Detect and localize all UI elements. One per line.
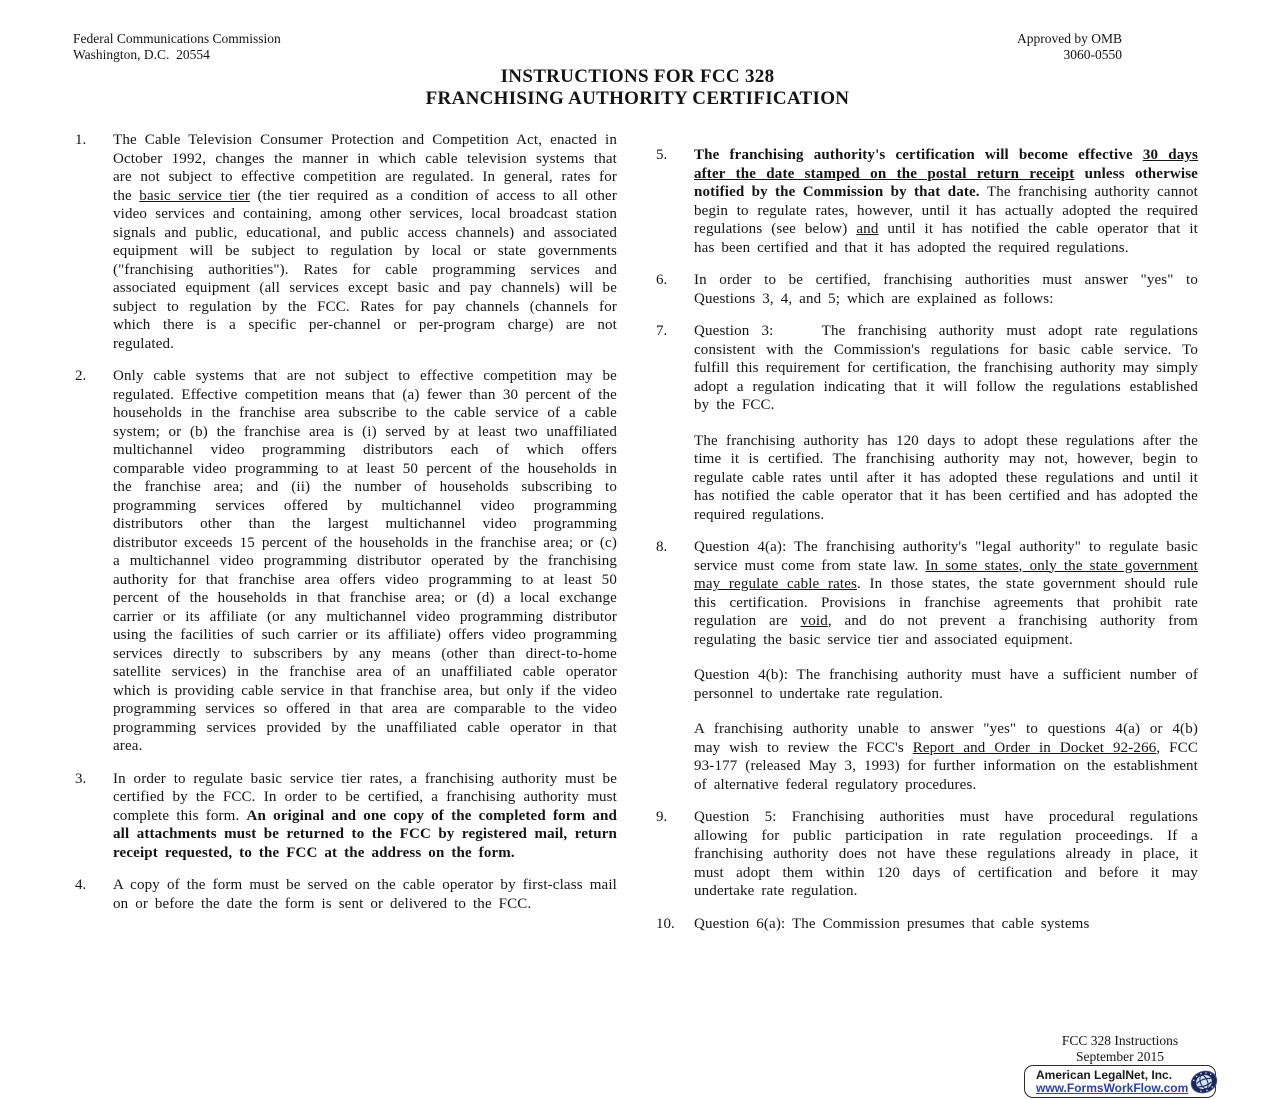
text-segment: , and do not prevent a franchising authority from regulating the basic service tier and associated equipment. <box>694 613 1198 648</box>
item-number: 4. <box>75 877 87 893</box>
item-number: 6. <box>656 272 668 288</box>
document-title-block <box>0 66 1275 110</box>
instructions-left-column <box>75 131 617 947</box>
text-segment: In order to be certified, franchising authorities must answer "yes" to Questions 3, 4, and 5; which are explained as follows: <box>694 272 1198 307</box>
text-segment: Only cable systems that are not subject to effective competition may be regulated. Effective competition means that (a) fewer than 30 percent of the households in the franchise area subscribe to the cable service of a cable system; or (b) the franchise area is (i) served by at least two unaffiliated multichannel video programming distributors each of which offers comparable video programming to at least 50 percent of the households in the franchise area; and (ii) the number of households subscribing to programming services offered by multichannel video programming distributors other than the largest multichannel video programming distributor exceeds 15 percent of the households in the franchise area; or (c) a multichannel video programming distributor operated by the franchising authority for that franchise area offers video programming to at least 50 percent of the households in that franchise area; or (d) a local exchange carrier or its affiliate (or any multichannel video programming distributor using the facilities of such carrier or its affiliate) offers video programming services directly to subscribers by any means (other than direct-to-home satellite services) in the franchise area of an unaffiliated cable operator which is providing cable service in that franchise area, but only if the video programming services so offered in that area are comparable to the video programming services provided by the unaffiliated cable operator in that area. <box>113 368 617 754</box>
text-segment: . In those states, the state government should rule this certification. Provisions in franchise agreements that prohibit rate regulation are <box>694 576 1199 629</box>
instruction-item-10 <box>656 915 1198 934</box>
instruction-item-3 <box>75 770 617 863</box>
item-number: 8. <box>656 539 668 555</box>
instruction-item-2 <box>75 367 617 756</box>
item-number: 10. <box>656 915 675 932</box>
item-number: 2. <box>75 368 87 384</box>
text-segment: The franchising authority's certification will become effective <box>694 147 1143 163</box>
footer-doc-date: September 2015 <box>1075 1049 1165 1064</box>
item-paragraph <box>113 770 617 863</box>
instruction-item-8 <box>656 538 1198 794</box>
text-segment: (the tier required as a condition of access to all other video services and containing, among other services, local broadcast station signals and public, educational, and public access channels) and associated equipment will be subject to regulation by local or state governments ("franchising authorities"). Rates for cable programming services and associated equipment (all services except basic and pay channels) will be subject to regulation by the FCC. Rates for pay channels (channels for which there is a specific per-channel or per-program charge) are not regulated. <box>113 187 617 352</box>
item-paragraph <box>694 666 1198 703</box>
text-segment: In some states, only the state government may regulate cable rates <box>694 557 1199 592</box>
footer-doc-label: FCC 328 Instructions <box>1061 1033 1179 1048</box>
item-number: 3. <box>75 770 87 787</box>
text-segment: In order to regulate basic service tier rates, a franchising authority must be certified by the FCC. In order to be certified, a franchising authority must complete this form. <box>113 770 617 824</box>
item-paragraph <box>694 808 1198 901</box>
text-segment: , FCC 93-177 (released May 3, 1993) for further information on the establishment of alternative federal regulatory procedures. <box>694 739 1198 793</box>
text-segment: The franchising authority cannot begin to regulate rates, however, until it has actually adopted the required regulations (see below) <box>694 184 1198 237</box>
item-body <box>694 146 1198 257</box>
item-paragraph <box>694 538 1198 649</box>
item-paragraph <box>113 876 617 913</box>
globe-logo-icon <box>1190 1068 1218 1096</box>
instruction-item-6 <box>656 271 1198 308</box>
text-segment: Question 6(a): The Commission presumes that cable systems <box>694 915 1090 932</box>
text-segment: The Cable Television Consumer Protection and Competition Act, enacted in October 1992, changes the manner in which cable television systems that are not subject to effective competition are regulated. In general, rates for the <box>113 132 617 204</box>
text-segment: Question 3: The franchising authority must adopt rate regulations consistent with the Commission's regulations for basic cable service. To fulfill this requirement for certification, the franchising authority may simply adopt a regulation indicating that it will follow the regulations established by the FCC. <box>694 323 1198 413</box>
item-number: 5. <box>656 147 668 163</box>
text-segment: unless otherwise notified by the Commission by that date. <box>694 165 1198 200</box>
item-body <box>694 271 1198 308</box>
text-segment: Question 5: Franchising authorities must have procedural regulations allowing for public participation in rate regulation proceedings. If a franchising authority does not have these regulations already in place, it must adopt them within 120 days of certification and before it may undertake rate regulation. <box>694 809 1198 899</box>
item-paragraph <box>694 271 1198 308</box>
legalnet-company: American LegalNet, Inc. <box>1036 1067 1173 1082</box>
legalnet-url-link[interactable]: www.FormsWorkFlow.com <box>1036 1080 1189 1095</box>
item-body <box>113 876 617 913</box>
omb-block <box>1017 31 1122 63</box>
agency-block <box>73 31 281 63</box>
item-paragraph <box>694 432 1198 525</box>
text-segment: A copy of the form must be served on the cable operator by first-class mail on or before the date the form is sent or delivered to the FCC. <box>113 877 617 912</box>
text-segment: until it has notified the cable operator that it has been certified and that it has adopted the required regulations. <box>694 221 1198 256</box>
item-paragraph <box>694 146 1198 257</box>
footer-meta <box>1022 1033 1218 1065</box>
instruction-item-7 <box>656 322 1198 524</box>
omb-approval: Approved by OMB <box>1017 31 1122 46</box>
agency-name: Federal Communications Commission <box>73 31 281 46</box>
document-header <box>73 31 1202 63</box>
instruction-item-9 <box>656 808 1198 901</box>
item-number: 7. <box>656 323 668 339</box>
instructions-body <box>75 131 1198 947</box>
item-paragraph <box>694 720 1198 794</box>
instructions-right-column <box>656 131 1198 947</box>
item-number: 1. <box>75 132 87 148</box>
instruction-item-4 <box>75 876 617 913</box>
item-body <box>113 770 617 863</box>
text-segment: void <box>800 613 828 629</box>
item-paragraph <box>113 367 617 756</box>
text-segment: A franchising authority unable to answer "yes" to questions 4(a) or 4(b) may wish to review the FCC's <box>694 721 1198 756</box>
text-segment: and <box>856 221 879 237</box>
item-body <box>694 322 1198 524</box>
item-paragraph <box>694 322 1198 415</box>
legalnet-badge <box>1024 1065 1216 1098</box>
text-segment: Report and Order in Docket 92-266 <box>912 739 1157 756</box>
omb-number: 3060-0550 <box>1063 47 1122 62</box>
instruction-item-5 <box>656 146 1198 257</box>
item-number: 9. <box>656 809 668 825</box>
item-body <box>113 367 617 756</box>
text-segment: 30 days after the date stamped on the postal return receipt <box>694 147 1198 182</box>
item-paragraph <box>694 915 1198 934</box>
item-body <box>694 808 1198 901</box>
legalnet-badge-text <box>1036 1069 1188 1095</box>
text-segment: Question 4(a): The franchising authority's "legal authority" to regulate basic service must come from state law. <box>694 539 1198 574</box>
document-title: INSTRUCTIONS FOR FCC 328 <box>500 66 775 87</box>
item-body <box>694 538 1198 794</box>
item-body <box>694 915 1198 934</box>
instruction-item-1 <box>75 131 617 353</box>
agency-address: Washington, D.C. 20554 <box>73 47 210 62</box>
text-segment: Question 4(b): The franchising authority must have a sufficient number of personnel to undertake rate regulation. <box>694 667 1198 702</box>
item-paragraph <box>113 131 617 353</box>
document-subtitle: FRANCHISING AUTHORITY CERTIFICATION <box>425 88 850 109</box>
text-segment: An original and one copy of the completed form and all attachments must be returned to the FCC by registered mail, return receipt requested, to the FCC at the address on the form. <box>113 807 617 861</box>
item-body <box>113 131 617 353</box>
text-segment: The franchising authority has 120 days to adopt these regulations after the time it is certified. The franchising authority may not, however, begin to regulate cable rates until after it has adopted these regulations and until it has notified the cable operator that it has been certified and has adopted the required regulations. <box>694 432 1198 523</box>
text-segment: basic service tier <box>139 187 251 204</box>
